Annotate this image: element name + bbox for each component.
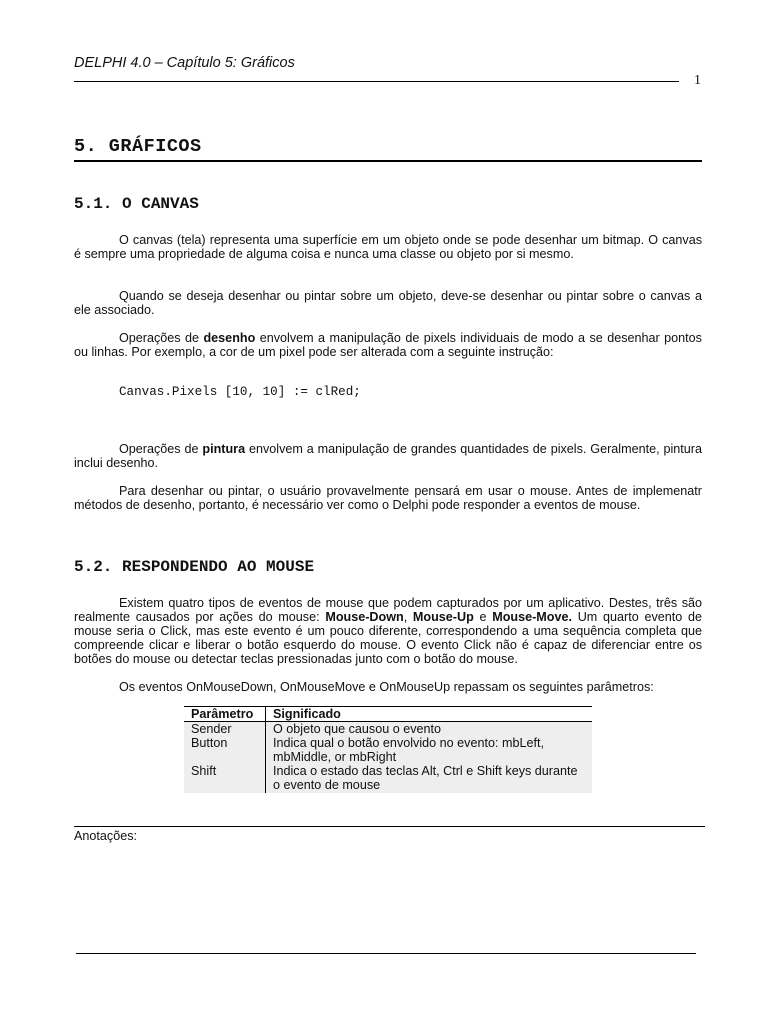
chapter-heading-rule [74,160,702,162]
table-cell: Indica o estado das teclas Alt, Ctrl e Shift keys durante o evento de mouse [266,764,593,793]
table-row [184,722,592,737]
footer-rule [76,953,696,954]
notes-label: Anotações: [74,829,138,843]
page-number: 1 [694,73,701,88]
table-header-row [184,707,592,722]
term-desenho: desenho [203,331,256,345]
table-row [184,736,592,764]
table-header-cell: Parâmetro [184,707,266,722]
paragraph-drawing-operations: Operações de desenho envolvem a manipulação de pixels individuais de modo a se desenhar pontos ou linhas. Por exemplo, a cor de um pixel pode ser alterada com a seguinte instrução: [74,331,702,359]
chapter-heading: 5. GRÁFICOS [74,136,202,157]
header-rule [74,81,679,82]
section-heading-mouse: 5.2. RESPONDENDO AO MOUSE [74,558,315,576]
table-row [184,764,592,793]
paragraph-painting-operations: Operações de pintura envolvem a manipulação de grandes quantidades de pixels. Geralmente, pintura inclui desenho. [74,442,702,470]
section-heading-canvas: 5.1. O CANVAS [74,195,199,213]
notes-rule [74,826,705,827]
table-cell: O objeto que causou o evento [266,722,593,737]
term-pintura: pintura [202,442,246,456]
table-cell: Indica qual o botão envolvido no evento: mbLeft, mbMiddle, or mbRight [266,736,593,764]
table-header-cell: Significado [266,707,593,722]
paragraph-event-params: Os eventos OnMouseDown, OnMouseMove e OnMouseUp repassam os seguintes parâmetros: [119,680,654,694]
parameter-table [184,706,592,793]
table-cell: Button [184,736,266,764]
code-snippet: Canvas.Pixels [10, 10] := clRed; [119,385,361,399]
paragraph-canvas-intro: O canvas (tela) representa uma superfície em um objeto onde se pode desenhar um bitmap. O canvas é sempre uma propriedade de alguma coisa e nunca uma classe ou objeto por si mesmo. [74,233,702,261]
paragraph-mouse-intro: Para desenhar ou pintar, o usuário provavelmente pensará em usar o mouse. Antes de implemenatr métodos de desenho, portanto, é necessário ver como o Delphi pode responder a eventos de mouse. [74,484,702,512]
running-header-title: DELPHI 4.0 – Capítulo 5: Gráficos [74,55,295,71]
paragraph-canvas-drawing: Quando se deseja desenhar ou pintar sobre um objeto, deve-se desenhar ou pintar sobre o canvas a ele associado. [74,289,702,317]
paragraph-mouse-events: Existem quatro tipos de eventos de mouse que podem capturados por um aplicativo. Destes, três são realmente causados por ações do mouse: Mouse-Down, Mouse-Up e Mouse-Move. Um quarto evento de mouse seria o Click, mas este evento é um pouco diferente, correspondendo a uma sequência completa que compreende clicar e liberar o botão esquerdo do mouse. O evento Click não é capaz de diferenciar entre os botões do mouse ou detectar teclas pressionadas junto com o botão do mouse. [74,596,702,666]
table-cell: Shift [184,764,266,793]
table-cell: Sender [184,722,266,737]
